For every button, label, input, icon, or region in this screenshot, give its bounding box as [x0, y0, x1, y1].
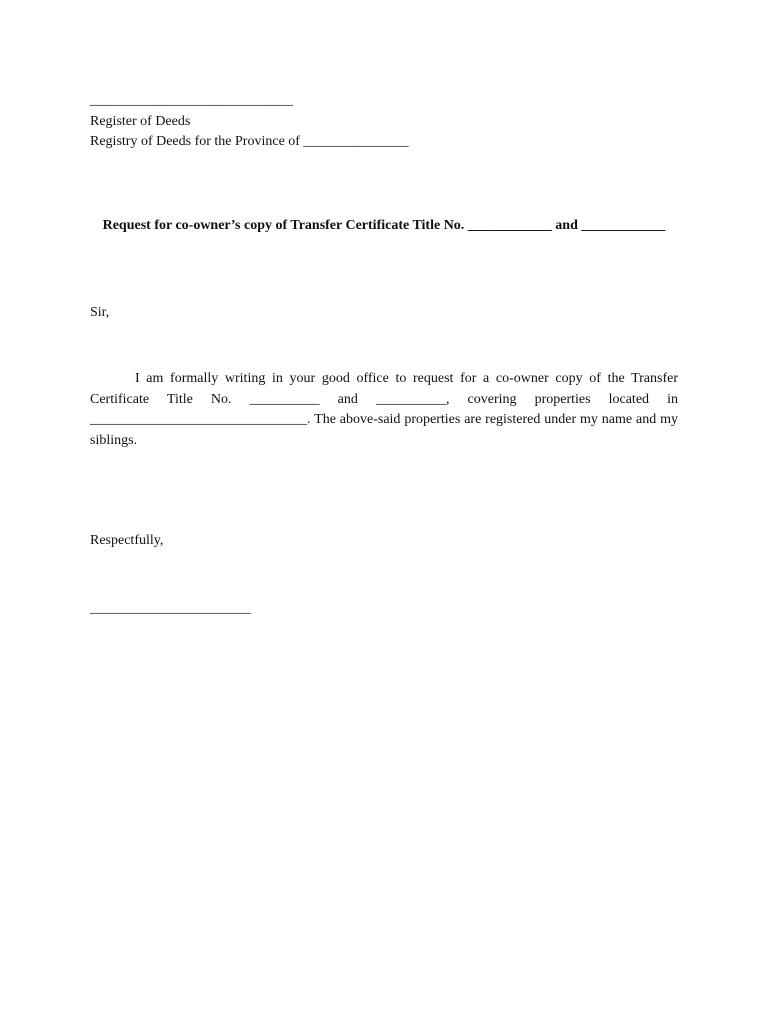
- salutation: Sir,: [90, 305, 110, 320]
- subject-line: Request for co-owner’s copy of Transfer Certificate Title No. ____________ and ____________: [102, 218, 666, 233]
- recipient-title: Register of Deeds: [90, 114, 191, 129]
- signature-blank: _______________________: [90, 601, 251, 616]
- recipient-office: Registry of Deeds for the Province of _______________: [90, 134, 409, 149]
- body-paragraph: I am formally writing in your good office to request for a co-owner copy of the Transfer Certificate Title No. __________ and __________, covering properties located in _______________________________. The above-said properties are registered under my name and my siblings.: [90, 371, 678, 448]
- recipient-name-blank: _____________________________: [90, 93, 293, 108]
- closing: Respectfully,: [90, 533, 164, 548]
